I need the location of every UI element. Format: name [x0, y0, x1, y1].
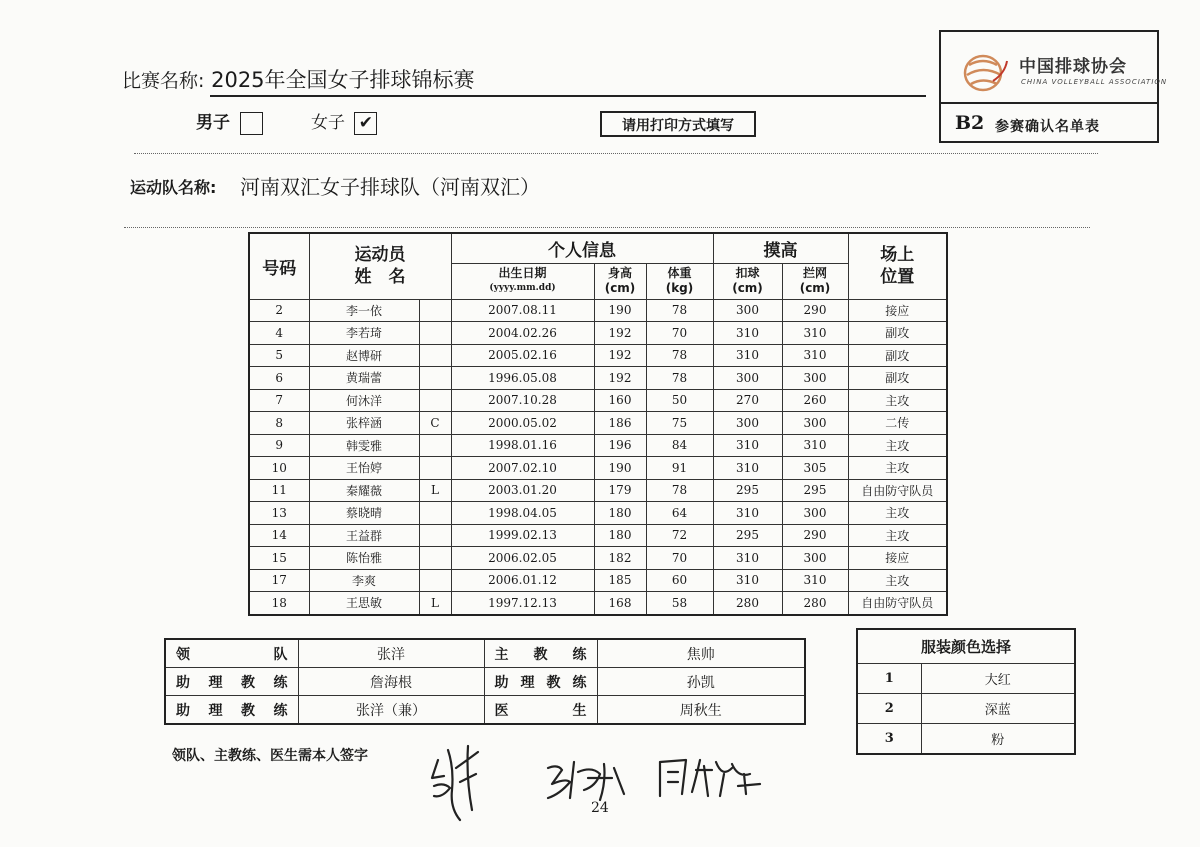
player-name[interactable]: 王怡婷: [309, 457, 419, 480]
competition-name: 2025年全国女子排球锦标赛: [211, 68, 475, 92]
asst-coach-value[interactable]: 詹海根: [298, 668, 484, 696]
staff-table: [164, 638, 806, 725]
player-dob[interactable]: 2007.10.28: [451, 389, 594, 412]
player-number[interactable]: 7: [249, 389, 309, 412]
leader-label: [165, 639, 298, 668]
color-option-number: 1: [857, 664, 921, 694]
player-weight[interactable]: 64: [646, 502, 713, 525]
doctor-value[interactable]: 周秋生: [597, 696, 805, 725]
header-athlete-1: 运动员: [354, 245, 406, 266]
player-height[interactable]: 190: [594, 299, 646, 322]
player-weight[interactable]: 78: [646, 367, 713, 390]
player-position[interactable]: 主攻: [848, 569, 947, 592]
table-row: [249, 412, 947, 435]
player-dob[interactable]: 2004.02.26: [451, 322, 594, 345]
player-weight[interactable]: 84: [646, 434, 713, 457]
table-row: [249, 592, 947, 615]
player-number[interactable]: 15: [249, 547, 309, 570]
player-dob[interactable]: 1996.05.08: [451, 367, 594, 390]
player-spike-reach[interactable]: 300: [713, 367, 782, 390]
player-position[interactable]: 主攻: [848, 524, 947, 547]
player-spike-reach[interactable]: 295: [713, 479, 782, 502]
form-id-box: [939, 30, 1168, 143]
label-char: 练: [273, 674, 288, 691]
player-dob[interactable]: 2007.08.11: [451, 299, 594, 322]
player-block-reach[interactable]: 300: [782, 547, 848, 570]
label-char: 理: [208, 674, 223, 691]
asst-coach-label: [165, 668, 298, 696]
table-row: [249, 569, 947, 592]
player-block-reach[interactable]: 290: [782, 299, 848, 322]
female-label: 女子: [311, 113, 345, 133]
player-role-mark[interactable]: [419, 547, 451, 570]
player-weight[interactable]: 75: [646, 412, 713, 435]
player-weight[interactable]: 70: [646, 547, 713, 570]
player-dob[interactable]: 2006.01.12: [451, 569, 594, 592]
player-block-reach[interactable]: 300: [782, 502, 848, 525]
table-row: [249, 434, 947, 457]
label-char: 助: [176, 702, 190, 719]
player-role-mark[interactable]: [419, 344, 451, 367]
team-name: 河南双汇女子排球队（河南双汇）: [240, 175, 540, 199]
header-number: 号码: [249, 233, 309, 299]
color-option-number: 3: [857, 724, 921, 755]
player-number[interactable]: 11: [249, 479, 309, 502]
player-role-mark[interactable]: [419, 322, 451, 345]
player-spike-reach[interactable]: 295: [713, 524, 782, 547]
label-char: 教: [241, 702, 255, 719]
roster-table: [248, 232, 948, 616]
label-char: 领: [176, 646, 190, 663]
header-block-label: 拦网: [802, 266, 827, 280]
table-row: [249, 502, 947, 525]
player-dob[interactable]: 2000.05.02: [451, 412, 594, 435]
player-number[interactable]: 13: [249, 502, 309, 525]
player-block-reach[interactable]: 310: [782, 569, 848, 592]
player-weight[interactable]: 60: [646, 569, 713, 592]
player-block-reach[interactable]: 280: [782, 592, 848, 615]
header-spike-unit: (cm): [732, 281, 763, 295]
header-height-unit: (cm): [604, 281, 636, 295]
player-dob[interactable]: 1998.01.16: [451, 434, 594, 457]
label-char: 医: [494, 702, 509, 719]
player-block-reach[interactable]: 295: [782, 479, 848, 502]
header-athlete: [309, 233, 451, 299]
player-number[interactable]: 18: [249, 592, 309, 615]
player-number[interactable]: 9: [249, 434, 309, 457]
player-dob[interactable]: 2003.01.20: [451, 479, 594, 502]
competition-underline: [210, 95, 926, 97]
signature-note: 领队、主教练、医生需本人签字: [172, 748, 368, 764]
player-block-reach[interactable]: 290: [782, 524, 848, 547]
color-option-value[interactable]: 深蓝: [921, 694, 1075, 724]
header-position-2: 位置: [880, 267, 915, 288]
player-name[interactable]: 李若琦: [309, 322, 419, 345]
player-role-mark[interactable]: [419, 434, 451, 457]
player-height[interactable]: 179: [594, 479, 646, 502]
player-block-reach[interactable]: 300: [782, 412, 848, 435]
uniform-color-title: 服装颜色选择: [857, 629, 1075, 664]
male-label: 男子: [196, 113, 230, 133]
player-position[interactable]: 主攻: [848, 502, 947, 525]
label-char: 教: [241, 674, 255, 691]
logo-english-text: CHINA VOLLEYBALL ASSOCIATION: [1021, 78, 1168, 86]
player-height[interactable]: 180: [594, 524, 646, 547]
page-number: 24: [591, 800, 609, 816]
player-spike-reach[interactable]: 300: [713, 299, 782, 322]
label-char: 队: [273, 646, 288, 663]
asst-coach-value-3[interactable]: 张洋（兼）: [298, 696, 484, 725]
header-weight-unit: (kg): [665, 281, 694, 295]
player-position[interactable]: 主攻: [848, 457, 947, 480]
player-name[interactable]: 陈怡雅: [309, 547, 419, 570]
table-row: [249, 344, 947, 367]
table-row: [249, 524, 947, 547]
player-name[interactable]: 王益群: [309, 524, 419, 547]
player-position[interactable]: 接应: [848, 547, 947, 570]
table-row: [249, 457, 947, 480]
player-role-mark[interactable]: [419, 367, 451, 390]
player-dob[interactable]: 2005.02.16: [451, 344, 594, 367]
table-row: [249, 547, 947, 570]
player-number[interactable]: 14: [249, 524, 309, 547]
label-char: 练: [572, 674, 587, 691]
player-weight[interactable]: 78: [646, 299, 713, 322]
player-position[interactable]: 主攻: [848, 389, 947, 412]
player-height[interactable]: 192: [594, 344, 646, 367]
player-weight[interactable]: 58: [646, 592, 713, 615]
asst-coach-label-3: [165, 696, 298, 725]
player-height[interactable]: 196: [594, 434, 646, 457]
player-block-reach[interactable]: 305: [782, 457, 848, 480]
table-row: [249, 322, 947, 345]
player-dob[interactable]: 2007.02.10: [451, 457, 594, 480]
player-role-mark[interactable]: L: [419, 479, 451, 502]
header-reach: 摸高: [713, 233, 848, 263]
head-coach-value[interactable]: 焦帅: [597, 639, 805, 668]
player-spike-reach[interactable]: 310: [713, 434, 782, 457]
header-height: [594, 263, 646, 299]
player-number[interactable]: 2: [249, 299, 309, 322]
player-block-reach[interactable]: 260: [782, 389, 848, 412]
player-spike-reach[interactable]: 300: [713, 412, 782, 435]
player-spike-reach[interactable]: 310: [713, 457, 782, 480]
player-name[interactable]: 李爽: [309, 569, 419, 592]
player-weight[interactable]: 70: [646, 322, 713, 345]
player-spike-reach[interactable]: 310: [713, 344, 782, 367]
header-dob-label: 出生日期: [498, 266, 547, 280]
header-position: [848, 233, 947, 299]
player-block-reach[interactable]: 310: [782, 322, 848, 345]
gender-male: [196, 108, 263, 135]
player-name[interactable]: 张梓涵: [309, 412, 419, 435]
dotted-divider: [134, 153, 1098, 154]
table-row: [249, 389, 947, 412]
team-label: 运动队名称:: [130, 178, 217, 197]
player-role-mark[interactable]: L: [419, 592, 451, 615]
player-number[interactable]: 17: [249, 569, 309, 592]
player-position[interactable]: 副攻: [848, 344, 947, 367]
player-height[interactable]: 186: [594, 412, 646, 435]
player-role-mark[interactable]: C: [419, 412, 451, 435]
label-char: 练: [273, 702, 288, 719]
player-name[interactable]: 赵博研: [309, 344, 419, 367]
player-name[interactable]: 蔡晓晴: [309, 502, 419, 525]
print-instruction: 请用打印方式填写: [600, 111, 756, 137]
table-row: [249, 367, 947, 390]
player-role-mark[interactable]: [419, 569, 451, 592]
player-position[interactable]: 自由防守队员: [848, 592, 947, 615]
player-number[interactable]: 10: [249, 457, 309, 480]
header-weight: [646, 263, 713, 299]
player-number[interactable]: 6: [249, 367, 309, 390]
player-role-mark[interactable]: [419, 457, 451, 480]
player-role-mark[interactable]: [419, 299, 451, 322]
roster-body: [249, 299, 947, 615]
header-spike-label: 扣球: [735, 266, 760, 280]
player-weight[interactable]: 72: [646, 524, 713, 547]
player-dob[interactable]: 1997.12.13: [451, 592, 594, 615]
player-spike-reach[interactable]: 310: [713, 322, 782, 345]
competition-label: 比赛名称:: [122, 70, 205, 92]
dotted-divider: [124, 227, 1090, 228]
header-position-1: 场上: [880, 245, 915, 266]
player-height[interactable]: 192: [594, 367, 646, 390]
label-char: 练: [572, 646, 587, 663]
player-height[interactable]: 192: [594, 322, 646, 345]
header-personal-info: 个人信息: [451, 233, 713, 263]
label-char: 理: [520, 674, 535, 691]
player-number[interactable]: 8: [249, 412, 309, 435]
header-height-label: 身高: [607, 266, 632, 280]
asst-coach-value-2[interactable]: 孙凯: [597, 668, 805, 696]
label-char: 生: [572, 702, 587, 719]
player-dob[interactable]: 1998.04.05: [451, 502, 594, 525]
player-number[interactable]: 4: [249, 322, 309, 345]
player-weight[interactable]: 78: [646, 479, 713, 502]
player-position[interactable]: 接应: [848, 299, 947, 322]
label-char: 理: [208, 702, 223, 719]
player-position[interactable]: 二传: [848, 412, 947, 435]
logo-divider: [941, 102, 1157, 104]
player-role-mark[interactable]: [419, 524, 451, 547]
form-code: B2: [955, 112, 985, 134]
player-height[interactable]: 190: [594, 457, 646, 480]
player-name[interactable]: 何沐洋: [309, 389, 419, 412]
label-char: 教: [533, 646, 548, 663]
table-row: [249, 479, 947, 502]
doctor-label: [484, 696, 597, 725]
leader-value[interactable]: 张洋: [298, 639, 484, 668]
player-name[interactable]: 黄瑞蕾: [309, 367, 419, 390]
label-char: 主: [494, 646, 509, 663]
header-athlete-2: 姓 名: [354, 267, 406, 288]
player-position[interactable]: 自由防守队员: [848, 479, 947, 502]
player-role-mark[interactable]: [419, 502, 451, 525]
header-weight-label: 体重: [667, 266, 692, 280]
player-weight[interactable]: 91: [646, 457, 713, 480]
player-position[interactable]: 副攻: [848, 322, 947, 345]
form-title: 参赛确认名单表: [995, 119, 1100, 135]
header-dob-format: (yyyy.mm.dd): [489, 283, 556, 293]
player-position[interactable]: 副攻: [848, 367, 947, 390]
player-role-mark[interactable]: [419, 389, 451, 412]
player-height[interactable]: 160: [594, 389, 646, 412]
player-position[interactable]: 主攻: [848, 434, 947, 457]
label-char: 助: [176, 674, 190, 691]
asst-coach-label-2: [484, 668, 597, 696]
player-spike-reach[interactable]: 280: [713, 592, 782, 615]
logo-chinese-text: 中国排球协会: [1019, 57, 1127, 77]
player-spike-reach[interactable]: 310: [713, 547, 782, 570]
gender-female: [311, 108, 377, 135]
female-checkbox[interactable]: ✔: [354, 112, 377, 135]
uniform-color-table: [856, 628, 1076, 755]
male-checkbox[interactable]: [240, 112, 263, 135]
player-name[interactable]: 秦耀薇: [309, 479, 419, 502]
player-number[interactable]: 5: [249, 344, 309, 367]
player-height[interactable]: 182: [594, 547, 646, 570]
player-name[interactable]: 韩雯雅: [309, 434, 419, 457]
player-spike-reach[interactable]: 310: [713, 569, 782, 592]
player-dob[interactable]: 1999.02.13: [451, 524, 594, 547]
player-block-reach[interactable]: 310: [782, 434, 848, 457]
header-dob: [451, 263, 594, 299]
player-height[interactable]: 185: [594, 569, 646, 592]
player-spike-reach[interactable]: 310: [713, 502, 782, 525]
color-option-value[interactable]: 粉: [921, 724, 1075, 755]
head-coach-label: [484, 639, 597, 668]
player-dob[interactable]: 2006.02.05: [451, 547, 594, 570]
competition-title: [122, 64, 475, 94]
header-block: [782, 263, 848, 299]
label-char: 助: [494, 674, 509, 691]
player-spike-reach[interactable]: 270: [713, 389, 782, 412]
volleyball-logo-icon: [961, 51, 1009, 95]
label-char: 教: [546, 674, 561, 691]
player-weight[interactable]: 78: [646, 344, 713, 367]
header-spike: [713, 263, 782, 299]
player-weight[interactable]: 50: [646, 389, 713, 412]
player-name[interactable]: 王思敏: [309, 592, 419, 615]
table-row: [249, 299, 947, 322]
player-height[interactable]: 168: [594, 592, 646, 615]
color-option-number: 2: [857, 694, 921, 724]
player-block-reach[interactable]: 310: [782, 344, 848, 367]
player-height[interactable]: 180: [594, 502, 646, 525]
player-name[interactable]: 李一依: [309, 299, 419, 322]
player-block-reach[interactable]: 300: [782, 367, 848, 390]
color-option-value[interactable]: 大红: [921, 664, 1075, 694]
header-block-unit: (cm): [799, 281, 831, 295]
